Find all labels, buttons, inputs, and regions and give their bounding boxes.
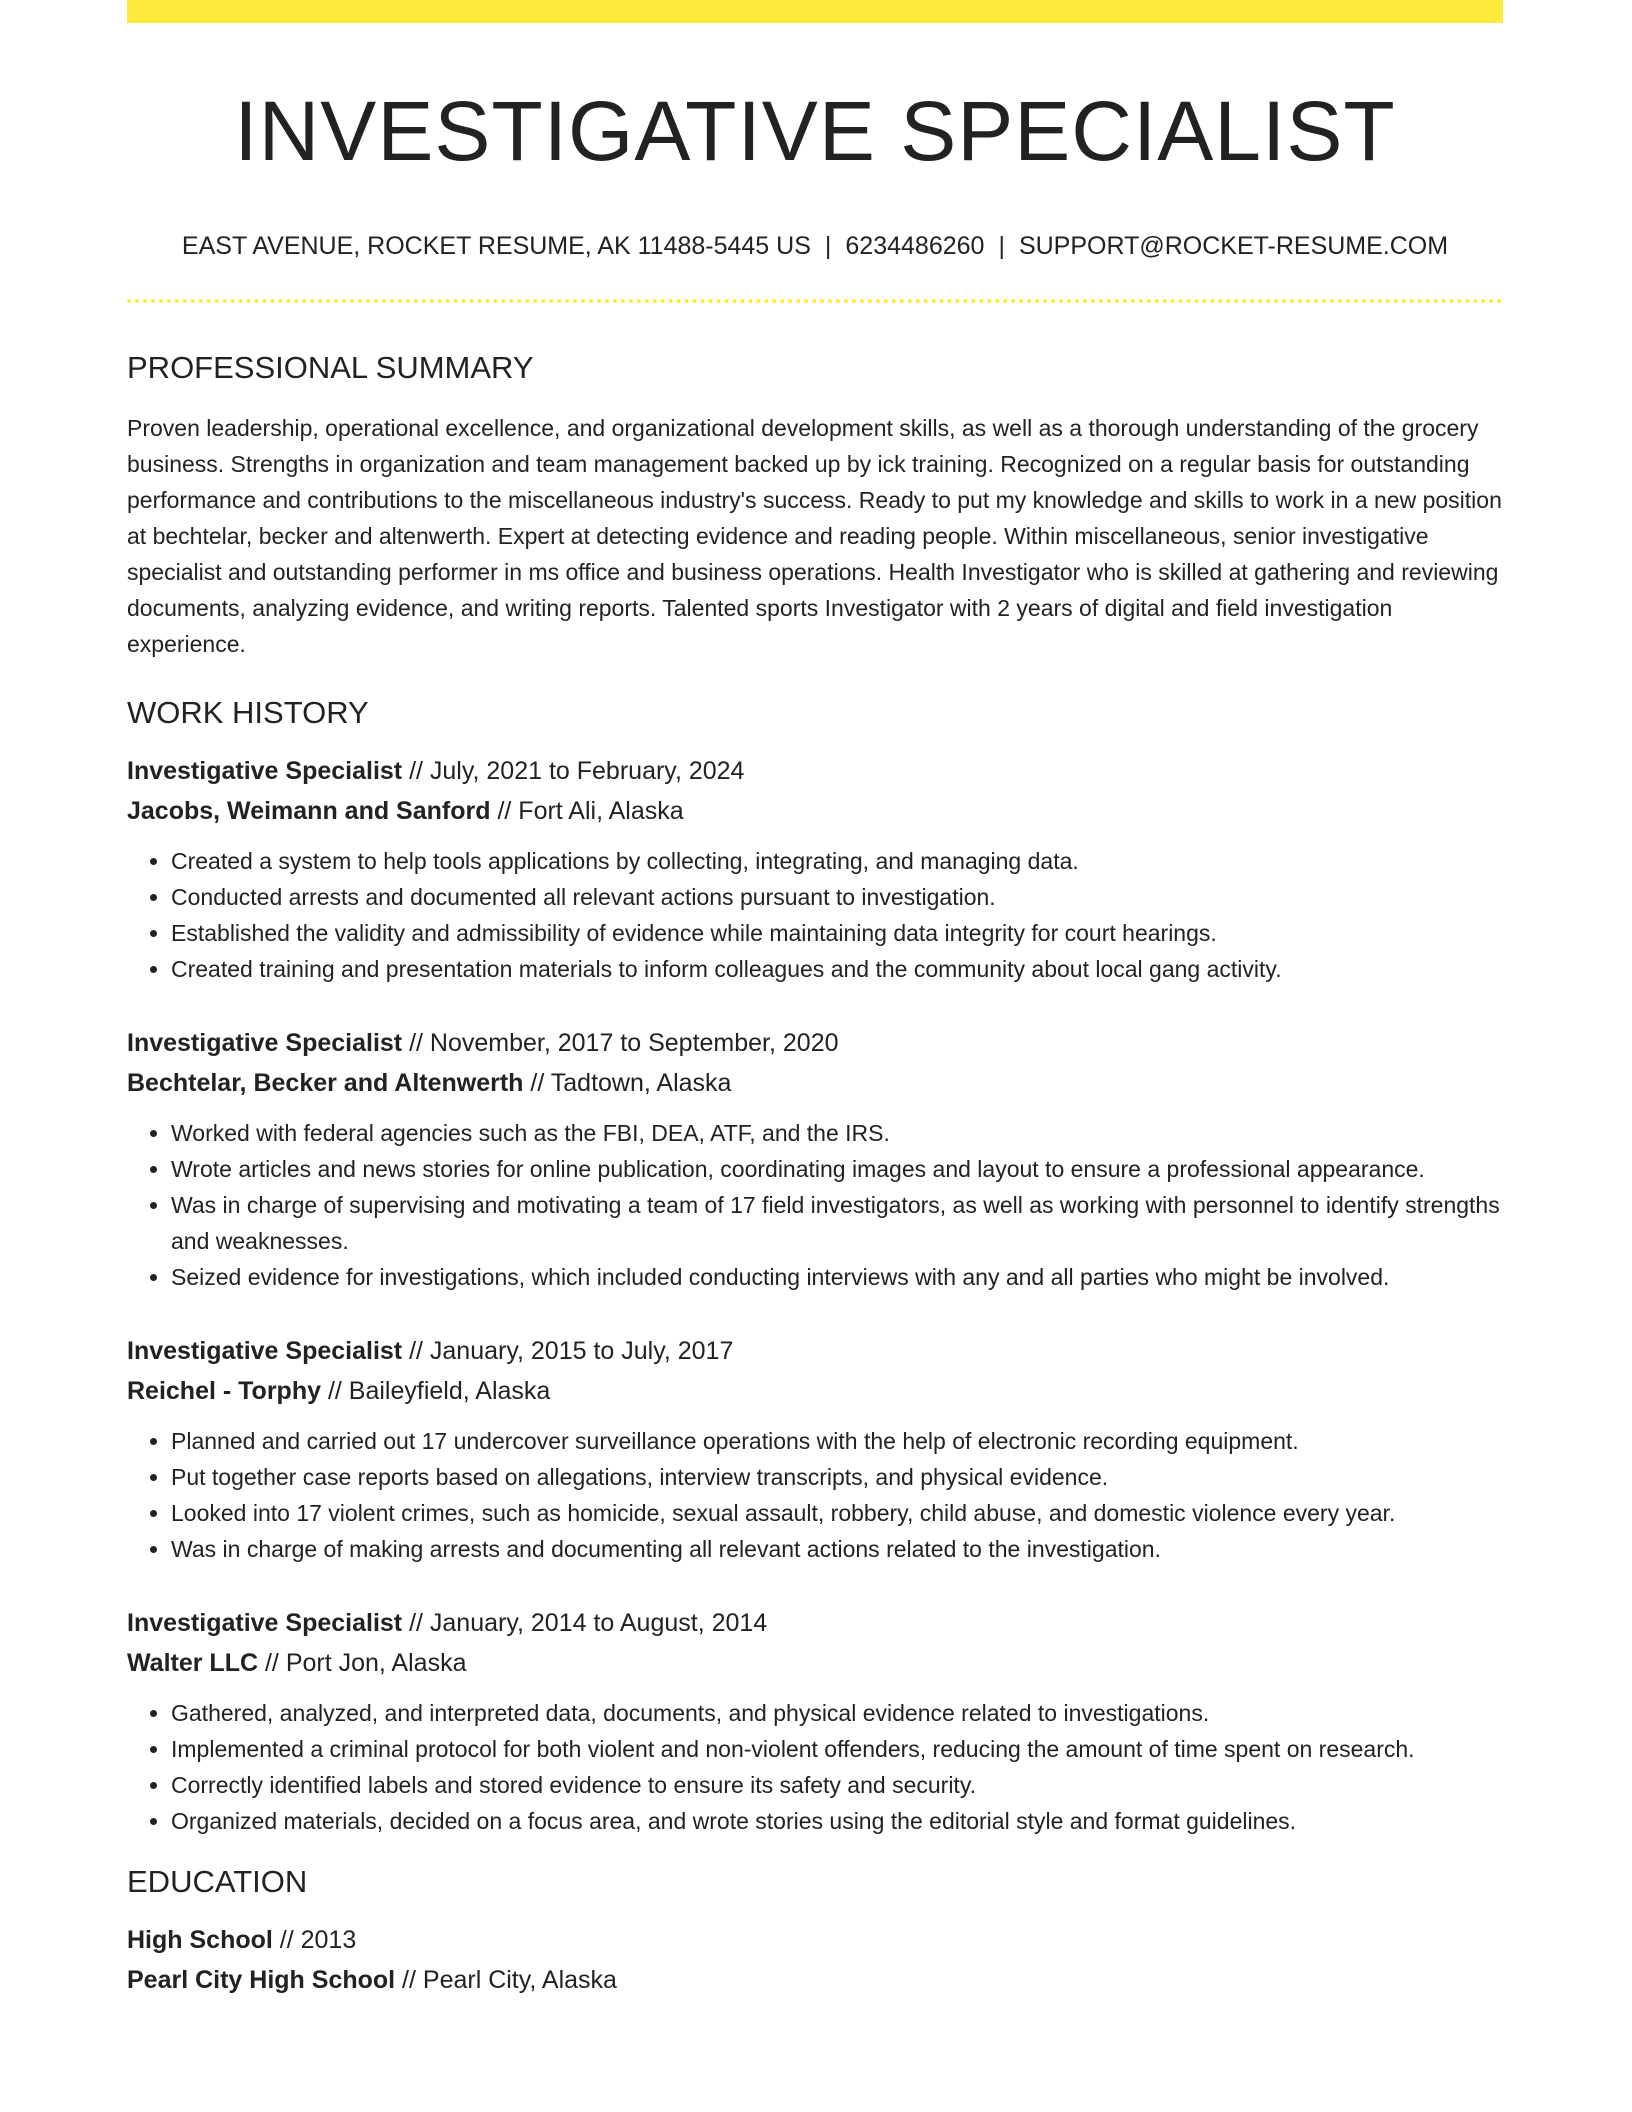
job-dates: // January, 2015 to July, 2017 <box>402 1336 734 1365</box>
contact-address: EAST AVENUE, ROCKET RESUME, AK 11488-5445 US <box>181 231 811 260</box>
summary-heading: PROFESSIONAL SUMMARY <box>127 349 534 385</box>
job-bullet: • Gathered, analyzed, and interpreted data, documents, and physical evidence related to investigations. <box>171 1695 1503 1731</box>
job-bullet: • Planned and carried out 17 undercover surveillance operations with the help of electronic recording equipment. <box>171 1423 1503 1459</box>
work-history-heading: WORK HISTORY <box>127 694 369 730</box>
job-bullets <box>127 1423 1503 1567</box>
job-location: // Fort Ali, Alaska <box>490 796 684 825</box>
job-role: Investigative Specialist <box>127 756 403 785</box>
job-role: Investigative Specialist <box>127 1028 403 1057</box>
job-bullets <box>127 1115 1503 1295</box>
education-entry <box>127 1920 1503 2000</box>
education-degree: High School <box>127 1926 273 1955</box>
job-bullets <box>127 1695 1503 1839</box>
job-bullet: • Was in charge of making arrests and documenting all relevant actions related to the investigation. <box>171 1531 1503 1567</box>
job-dates: // July, 2021 to February, 2024 <box>402 756 745 785</box>
job-bullet: • Correctly identified labels and stored evidence to ensure its safety and security. <box>171 1767 1503 1803</box>
summary-text: Proven leadership, operational excellence, and organizational development skills, as well as a thorough understanding of the grocery business. Strengths in organization and team management backed up by ick training. Recognized on a regular basis for outstanding performance and contributions to the miscellaneous industry's success. Ready to put my knowledge and skills to work in a new position at bechtelar, becker and altenwerth. Expert at detecting evidence and reading people. Within miscellaneous, senior investigative specialist and outstanding performer in ms office and business operations. Health Investigator who is skilled at gathering and reviewing documents, analyzing evidence, and writing reports. Talented sports Investigator with 2 years of digital and field investigation experience. <box>127 414 1502 657</box>
job-entry <box>127 1331 1503 1567</box>
resume-page <box>127 0 1503 2000</box>
job-bullet: • Established the validity and admissibility of evidence while maintaining data integrity for court hearings. <box>171 915 1503 951</box>
job-bullet: • Organized materials, decided on a focus area, and wrote stories using the editorial style and format guidelines. <box>171 1803 1503 1839</box>
contact-email: SUPPORT@ROCKET-RESUME.COM <box>1018 231 1449 260</box>
job-bullet: • Looked into 17 violent crimes, such as homicide, sexual assault, robbery, child abuse, and domestic violence every year. <box>171 1495 1503 1531</box>
job-bullet: • Worked with federal agencies such as the FBI, DEA, ATF, and the IRS. <box>171 1115 1503 1151</box>
job-bullet: • Conducted arrests and documented all relevant actions pursuant to investigation. <box>171 879 1503 915</box>
job-company-line <box>127 1063 1503 1103</box>
job-entry <box>127 1603 1503 1839</box>
job-dates: // November, 2017 to September, 2020 <box>402 1028 839 1057</box>
contact-separator: | <box>998 231 1005 260</box>
job-bullet: • Wrote articles and news stories for online publication, coordinating images and layout to ensure a professional appearance. <box>171 1151 1503 1187</box>
job-company: Bechtelar, Becker and Altenwerth <box>127 1068 524 1097</box>
job-company: Jacobs, Weimann and Sanford <box>127 796 491 825</box>
job-location: // Port Jon, Alaska <box>258 1648 467 1677</box>
education-year: // 2013 <box>272 1926 357 1955</box>
job-role-line <box>127 751 1503 791</box>
job-role-line <box>127 1603 1503 1643</box>
job-bullet: • Created training and presentation materials to inform colleagues and the community about local gang activity. <box>171 951 1503 987</box>
job-dates: // January, 2014 to August, 2014 <box>402 1608 768 1637</box>
education-heading: EDUCATION <box>127 1863 308 1899</box>
top-accent-bar <box>127 0 1503 23</box>
job-company: Reichel - Torphy <box>127 1376 322 1405</box>
education-location: // Pearl City, Alaska <box>395 1966 617 1995</box>
job-role: Investigative Specialist <box>127 1608 403 1637</box>
education-degree-line <box>127 1920 1503 1960</box>
candidate-title: INVESTIGATIVE SPECIALIST <box>234 84 1396 178</box>
job-bullet: • Put together case reports based on allegations, interview transcripts, and physical evidence. <box>171 1459 1503 1495</box>
job-bullet: • Was in charge of supervising and motivating a team of 17 field investigators, as well as working with personnel to identify strengths and weaknesses. <box>171 1187 1503 1259</box>
job-entry <box>127 1023 1503 1295</box>
job-role: Investigative Specialist <box>127 1336 403 1365</box>
job-bullet: • Seized evidence for investigations, which included conducting interviews with any and all parties who might be involved. <box>171 1259 1503 1295</box>
job-location: // Tadtown, Alaska <box>523 1068 732 1097</box>
job-location: // Baileyfield, Alaska <box>321 1376 551 1405</box>
job-role-line <box>127 1023 1503 1063</box>
job-entry <box>127 751 1503 987</box>
contact-separator: | <box>824 231 832 260</box>
job-role-line <box>127 1331 1503 1371</box>
job-company: Walter LLC <box>127 1648 259 1677</box>
education-school: Pearl City High School <box>127 1966 396 1995</box>
job-bullets <box>127 843 1503 987</box>
header-divider <box>127 299 1503 303</box>
job-company-line <box>127 1643 1503 1683</box>
job-bullet: • Created a system to help tools applications by collecting, integrating, and managing data. <box>171 843 1503 879</box>
contact-phone: 6234486260 <box>845 231 985 260</box>
job-bullet: • Implemented a criminal protocol for both violent and non-violent offenders, reducing the amount of time spent on research. <box>171 1731 1503 1767</box>
education-school-line <box>127 1960 1503 2000</box>
contact-line <box>127 232 1503 261</box>
job-company-line <box>127 791 1503 831</box>
job-company-line <box>127 1371 1503 1411</box>
